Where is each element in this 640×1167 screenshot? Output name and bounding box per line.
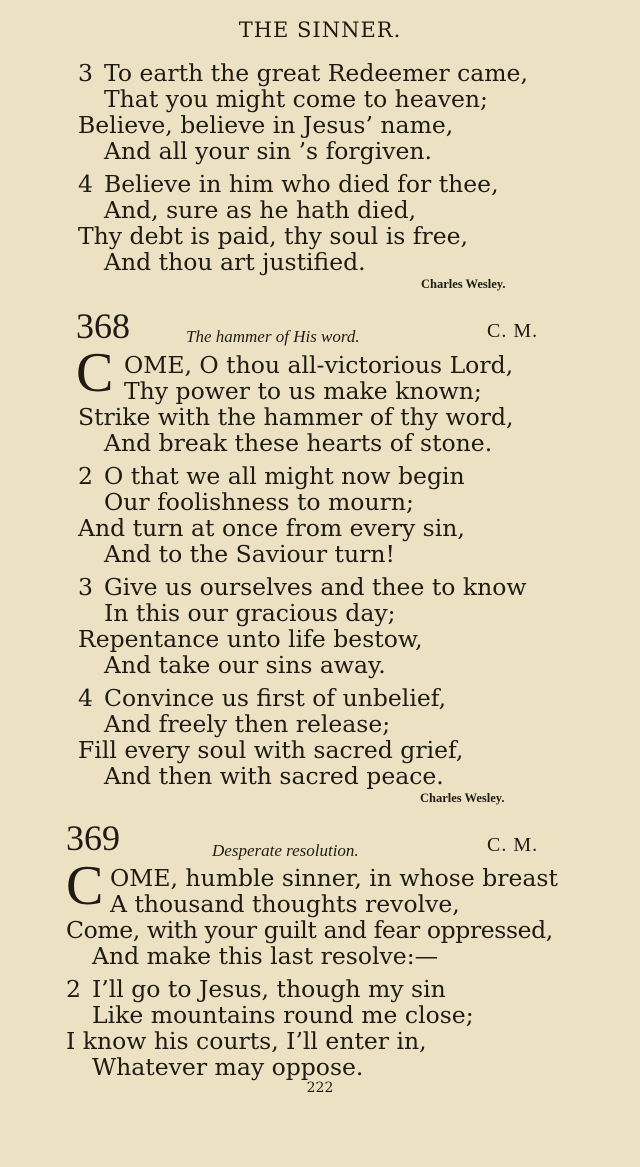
verse-line: And take our sins away. xyxy=(104,651,386,679)
hymn-meter: C. M. xyxy=(487,320,539,342)
verse-line: Strike with the hammer of thy word, xyxy=(78,403,514,431)
verse-line: And turn at once from every sin, xyxy=(78,514,465,542)
verse-line: Convince us first of unbelief, xyxy=(104,684,447,712)
hymn-author: Charles Wesley. xyxy=(420,791,505,805)
verse-number: 3 xyxy=(78,59,93,87)
verse-line: And make this last resolve:— xyxy=(92,942,439,970)
verse-line: And freely then release; xyxy=(104,710,391,738)
verse-line: And to the Saviour turn! xyxy=(104,540,395,568)
hymn-meter: C. M. xyxy=(487,834,539,856)
verse-line: OME, O thou all-victorious Lord, xyxy=(124,351,514,379)
hymn-number: 369 xyxy=(66,818,120,858)
verse-number: 2 xyxy=(78,462,93,490)
verse-line: I’ll go to Jesus, though my sin xyxy=(92,975,446,1003)
verse-line: Thy power to us make known; xyxy=(124,377,482,405)
verse-line: Fill every soul with sacred grief, xyxy=(78,736,464,764)
hymn-number: 368 xyxy=(76,306,130,346)
verse-line: To earth the great Redeemer came, xyxy=(104,59,528,87)
verse-line: And all your sin ’s forgiven. xyxy=(104,137,433,165)
verse-line: Believe in him who died for thee, xyxy=(104,170,499,198)
hymn-title: The hammer of His word. xyxy=(186,327,360,346)
verse-line: Like mountains round me close; xyxy=(92,1001,474,1029)
verse-line: Give us ourselves and thee to know xyxy=(104,573,527,601)
drop-cap: C xyxy=(76,342,114,404)
verse-line: Whatever may oppose. xyxy=(92,1053,364,1081)
verse-line: And break these hearts of stone. xyxy=(104,429,493,457)
verse-number: 3 xyxy=(78,573,93,601)
verse-number: 4 xyxy=(78,170,93,198)
hymn-author: Charles Wesley. xyxy=(421,277,506,291)
verse-line: OME, humble sinner, in whose breast xyxy=(110,864,558,892)
verse-number: 2 xyxy=(66,975,81,1003)
verse-line: A thousand thoughts revolve, xyxy=(110,890,460,918)
running-head: THE SINNER. xyxy=(238,18,402,42)
verse-line: Come, with your guilt and fear oppressed, xyxy=(66,916,553,944)
page-number: 222 xyxy=(306,1080,334,1096)
verse-line: Thy debt is paid, thy soul is free, xyxy=(78,222,468,250)
verse-line: I know his courts, I’ll enter in, xyxy=(66,1027,427,1055)
hymn-title: Desperate resolution. xyxy=(212,841,359,860)
verse-line: In this our gracious day; xyxy=(104,599,396,627)
verse-line: Believe, believe in Jesus’ name, xyxy=(78,111,454,139)
verse-line: That you might come to heaven; xyxy=(104,85,488,113)
drop-cap: C xyxy=(66,855,104,917)
verse-number: 4 xyxy=(78,684,93,712)
verse-line: Repentance unto life bestow, xyxy=(78,625,423,653)
verse-line: And thou art justified. xyxy=(104,248,366,276)
verse-line: And, sure as he hath died, xyxy=(104,196,417,224)
verse-line: And then with sacred peace. xyxy=(104,762,444,790)
verse-line: Our foolishness to mourn; xyxy=(104,488,414,516)
verse-line: O that we all might now begin xyxy=(104,462,465,490)
